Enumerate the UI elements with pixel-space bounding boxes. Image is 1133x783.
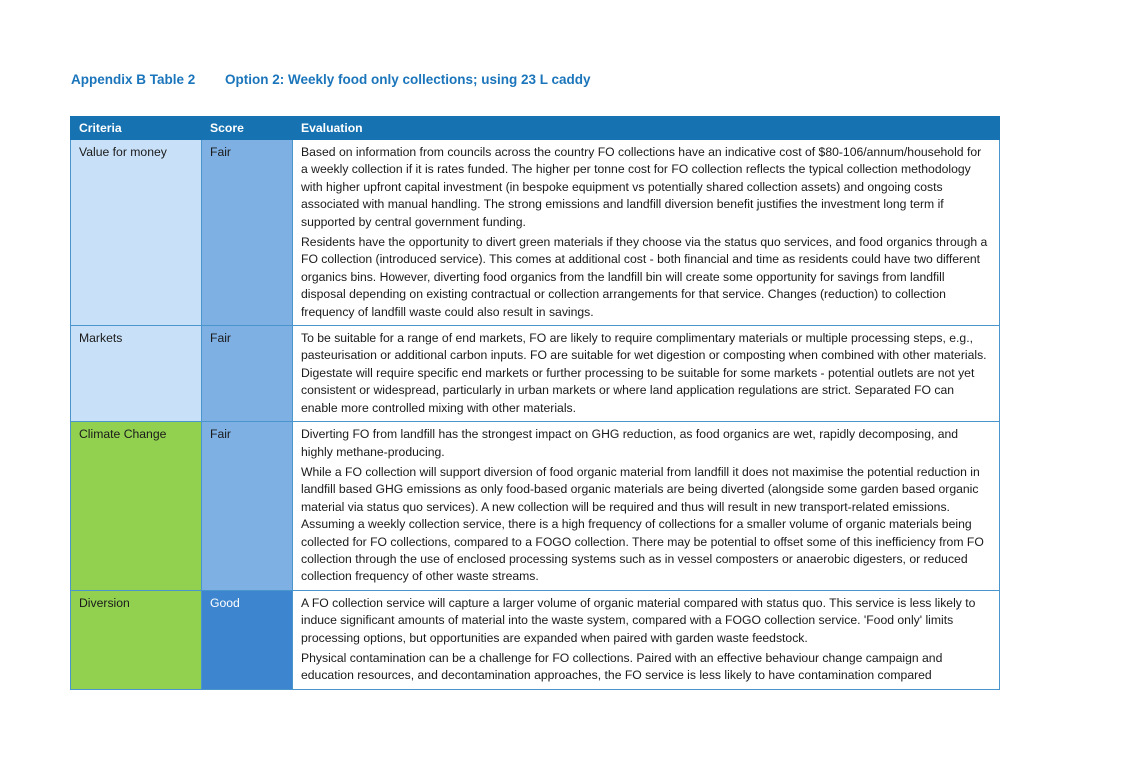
evaluation-cell bbox=[293, 140, 1000, 326]
table-row bbox=[71, 422, 1000, 591]
evaluation-paragraph: To be suitable for a range of end markets, FO are likely to require complimentary materials or multiple processing steps, e.g., pasteurisation or additional carbon inputs. FO are suitable for wet digestion or composting when combined with other materials. Digestate will require specific end markets or further processing to be suitable for some markets - potential outlets are not yet consistent or widespread, particularly in urban markets or where land application regulations are strict. Separated FO can enable more controlled mixing with other materials. bbox=[301, 331, 987, 415]
evaluation-paragraph: Physical contamination can be a challenge for FO collections. Paired with an effective behaviour change campaign and education resources, and decontamination approaches, the FO service is less likely to have contamination compared bbox=[301, 650, 943, 683]
evaluation-paragraph: Residents have the opportunity to divert green materials if they choose via the status quo services, and food organics through a FO collection (introduced service). This comes at additional cost - both financial and time as residents could have two different organics bins. However, diverting food organics from the landfill bin will create some opportunity for savings from landfill disposal depending on existing contractual or collection arrangements for that service. Changes (reduction) to collection frequency of landfill waste could also result in savings. bbox=[301, 235, 988, 319]
table-row bbox=[71, 140, 1000, 326]
header-evaluation: Evaluation bbox=[293, 117, 1000, 140]
table-row bbox=[71, 326, 1000, 422]
evaluation-cell bbox=[293, 422, 1000, 591]
evaluation-paragraph: Based on information from councils across the country FO collections have an indicative cost of $80-106/annum/household for a weekly collection if it is rates funded. The higher per tonne cost for FO collection reflects the typical collection methodology with higher upfront capital investment (in bespoke equipment vs potentially shared collection assets) and ongoing costs associated with manual handling. The strong emissions and landfill diversion benefit justifies the investment long term if supported by central government funding. bbox=[301, 145, 982, 229]
criteria-cell: Value for money bbox=[71, 140, 202, 326]
evaluation-table bbox=[70, 116, 1000, 690]
table-title: Option 2: Weekly food only collections; using 23 L caddy bbox=[225, 72, 591, 87]
evaluation-paragraph: While a FO collection will support diversion of food organic material from landfill it does not maximise the potential reduction in landfill based GHG emissions as only food-based organic materials are being diverted (alongside some garden based organic material via status quo services). A new collection will be required and thus will result in new transport-related emissions. Assuming a weekly collection service, there is a high frequency of collections for a smaller volume of organic materials being collected for FO collections, compared to a FOGO collection. There may be potential to offset some of this inefficiency from FO collection through the use of enclosed processing systems such as in vessel composters or anaerobic digesters, or reduced collection frequency of other waste streams. bbox=[301, 464, 984, 584]
score-cell: Fair bbox=[202, 140, 293, 326]
table-row bbox=[71, 590, 1000, 689]
criteria-cell: Diversion bbox=[71, 590, 202, 689]
score-cell: Fair bbox=[202, 422, 293, 591]
criteria-cell: Markets bbox=[71, 326, 202, 422]
evaluation-cell bbox=[293, 590, 1000, 689]
table-caption bbox=[71, 72, 591, 87]
header-criteria: Criteria bbox=[71, 117, 202, 140]
evaluation-paragraph: Diverting FO from landfill has the strongest impact on GHG reduction, as food organics are wet, rapidly decomposing, and highly methane-producing. bbox=[301, 427, 959, 459]
score-cell: Fair bbox=[202, 326, 293, 422]
table-header-row bbox=[71, 117, 1000, 140]
evaluation-paragraph: A FO collection service will capture a larger volume of organic material compared with status quo. This service is less likely to induce significant amounts of material into the waste system, compared with a FOGO collection service. 'Food only' limits processing options, but opportunities are expanded when paired with garden waste feedstock. bbox=[301, 595, 976, 645]
evaluation-cell bbox=[293, 326, 1000, 422]
appendix-label: Appendix B Table 2 bbox=[71, 72, 196, 87]
header-score: Score bbox=[202, 117, 293, 140]
criteria-cell: Climate Change bbox=[71, 422, 202, 591]
score-cell: Good bbox=[202, 590, 293, 689]
